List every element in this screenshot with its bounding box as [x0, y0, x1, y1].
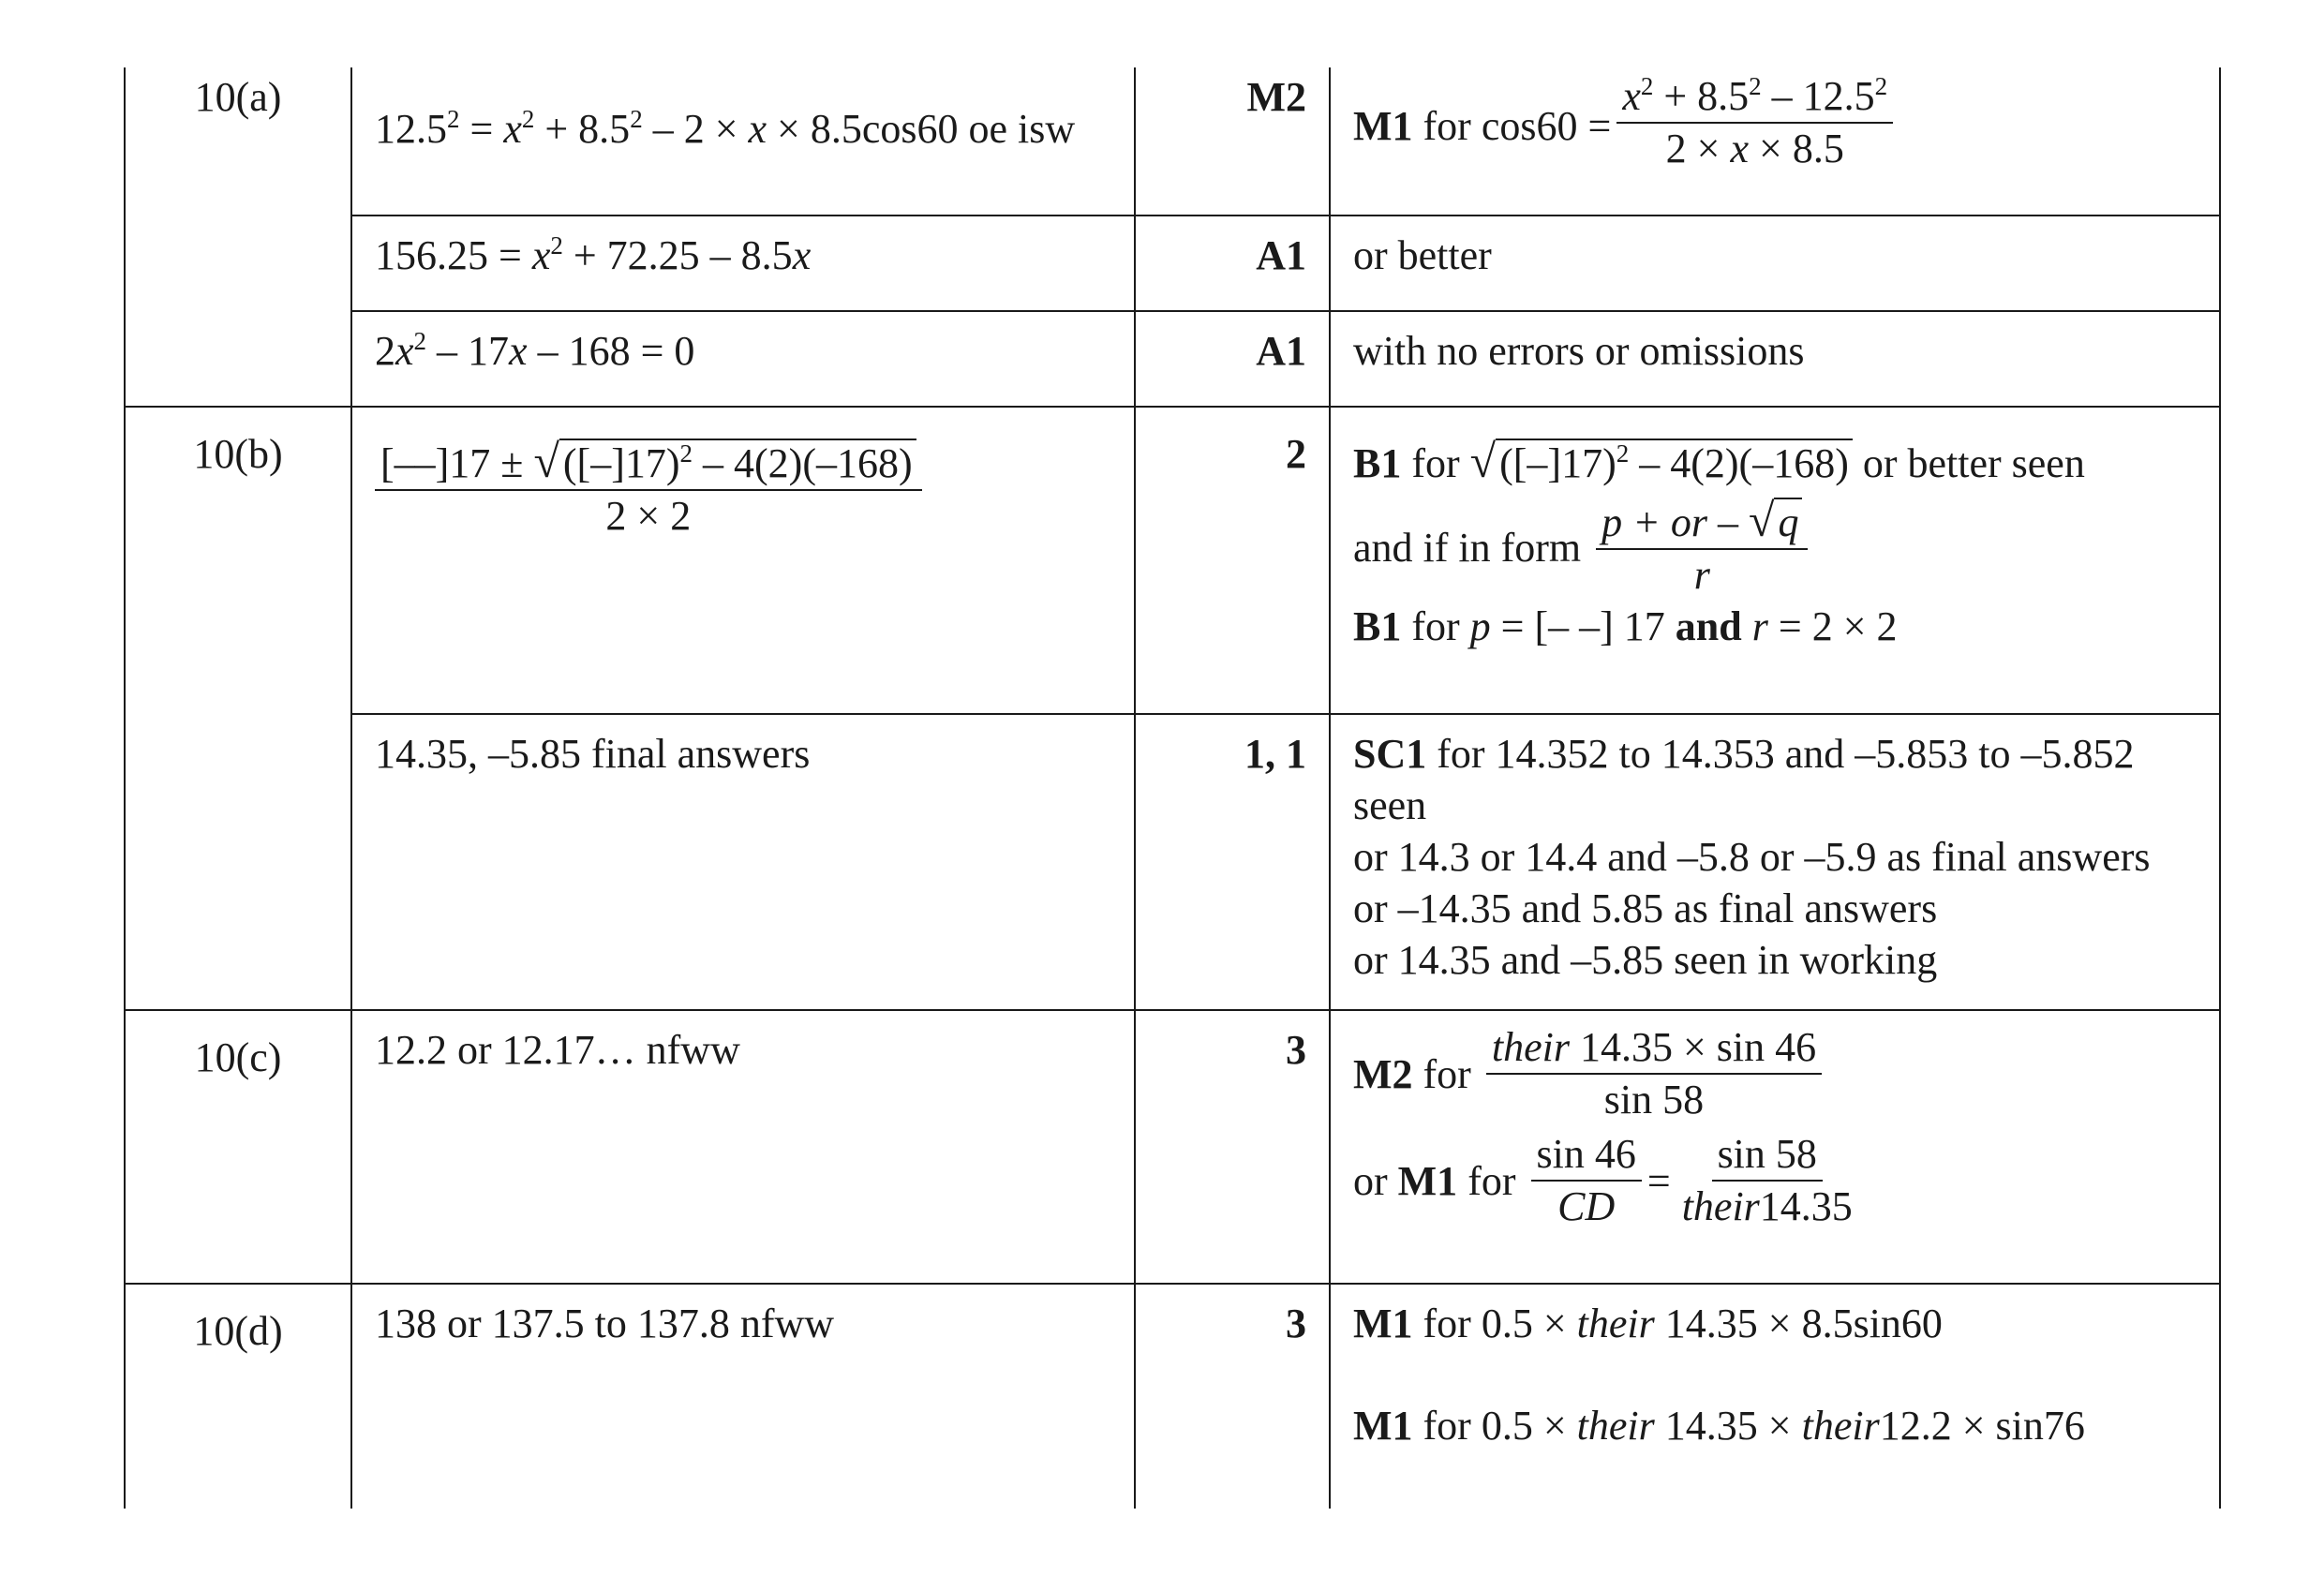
- fraction: $\frac{x^2 + 8.5^2 - 12.5^2}{2 \times x \times 8.5}$: [1616, 71, 1893, 174]
- guidance-cell: or better: [1330, 216, 2220, 311]
- guidance-cell: B1 for $√([-]17)^2 - 4(2)(-168)$ or better seen and if in form $\frac{p + or - √q}{r}$ B1 for p = [– –] 17 and r = 2 × 2: [1330, 407, 2220, 714]
- table-row: [125, 67, 2220, 216]
- mark-cell: 1, 1: [1135, 714, 1330, 1010]
- question-number: 10(a): [125, 67, 351, 407]
- answer-cell: $156.25 = x^2 + 72.25 - 8.5x$: [351, 216, 1135, 311]
- answer-cell: 138 or 137.5 to 137.8 nfww: [351, 1284, 1135, 1509]
- mark-cell: 2: [1135, 407, 1330, 714]
- guidance-text: for: [1423, 102, 1471, 149]
- mark-cell: A1: [1135, 311, 1330, 407]
- question-number: 10(c): [125, 1010, 351, 1284]
- guidance-cell: [1330, 67, 2220, 216]
- sqrt-icon: $√([-]17)^2 - 4(2)(-168)$: [1470, 436, 1853, 489]
- table-row: [125, 1010, 2220, 1284]
- mark-cell: A1: [1135, 216, 1330, 311]
- fraction: $\frac{\sin 58}{\text{their14.35}}$: [1681, 1131, 1853, 1229]
- sqrt-icon: $√([-]17)^2 - 4(2)(-168)$: [533, 436, 916, 489]
- guidance-cell: M2 for $\frac{\text{their 14.35 × sin 46}}{\sin 58}$ or M1 for $\frac{\sin 46}{CD}$ = $\frac{\sin 58}{\text{their14.35}}$: [1330, 1010, 2220, 1284]
- mark-scheme-table: [124, 67, 2221, 1509]
- mark-cell: M2: [1135, 67, 1330, 216]
- table-row: [125, 714, 2220, 1010]
- answer-cell: $12.5^2 = x^2 + 8.5^2 - 2 \times x \times 8.5\cos 60$ oe isw: [351, 67, 1135, 216]
- question-number: 10(b): [125, 407, 351, 1010]
- guidance-cell: M1 for 0.5 × their 14.35 × 8.5sin60 M1 for 0.5 × their 14.35 × their12.2 × sin76: [1330, 1284, 2220, 1509]
- fraction: $\frac{p + or - √q}{r}$: [1596, 495, 1808, 601]
- mark-cell: 3: [1135, 1010, 1330, 1284]
- table-row: [125, 407, 2220, 714]
- fraction: $\frac{\sin 46}{CD}$: [1531, 1129, 1642, 1232]
- guidance-cell: with no errors or omissions: [1330, 311, 2220, 407]
- mark-code: M1: [1353, 102, 1413, 149]
- guidance-cell: SC1 for 14.352 to 14.353 and –5.853 to –5.852 seen or 14.3 or 14.4 and –5.8 or –5.9 as final answers or –14.35 and 5.85 as final answers or 14.35 and –5.85 seen in working: [1330, 714, 2220, 1010]
- answer-cell: $2x^2 - 17x - 168 = 0$: [351, 311, 1135, 407]
- answer-cell: 14.35, –5.85 final answers: [351, 714, 1135, 1010]
- table-row: [125, 1284, 2220, 1509]
- guidance-text: cos60 =: [1481, 102, 1612, 149]
- mark-cell: 3: [1135, 1284, 1330, 1509]
- question-number: 10(d): [125, 1284, 351, 1509]
- answer-cell: [351, 407, 1135, 714]
- quadratic-formula: $\frac{[--]17 \pm √([-]17)^2 - 4(2)(-168)}{2 \times 2}$: [375, 436, 922, 542]
- table-row: [125, 216, 2220, 311]
- answer-cell: 12.2 or 12.17… nfww: [351, 1010, 1135, 1284]
- fraction: $\frac{\text{their 14.35 × sin 46}}{\sin 58}$: [1486, 1022, 1822, 1125]
- table-row: [125, 311, 2220, 407]
